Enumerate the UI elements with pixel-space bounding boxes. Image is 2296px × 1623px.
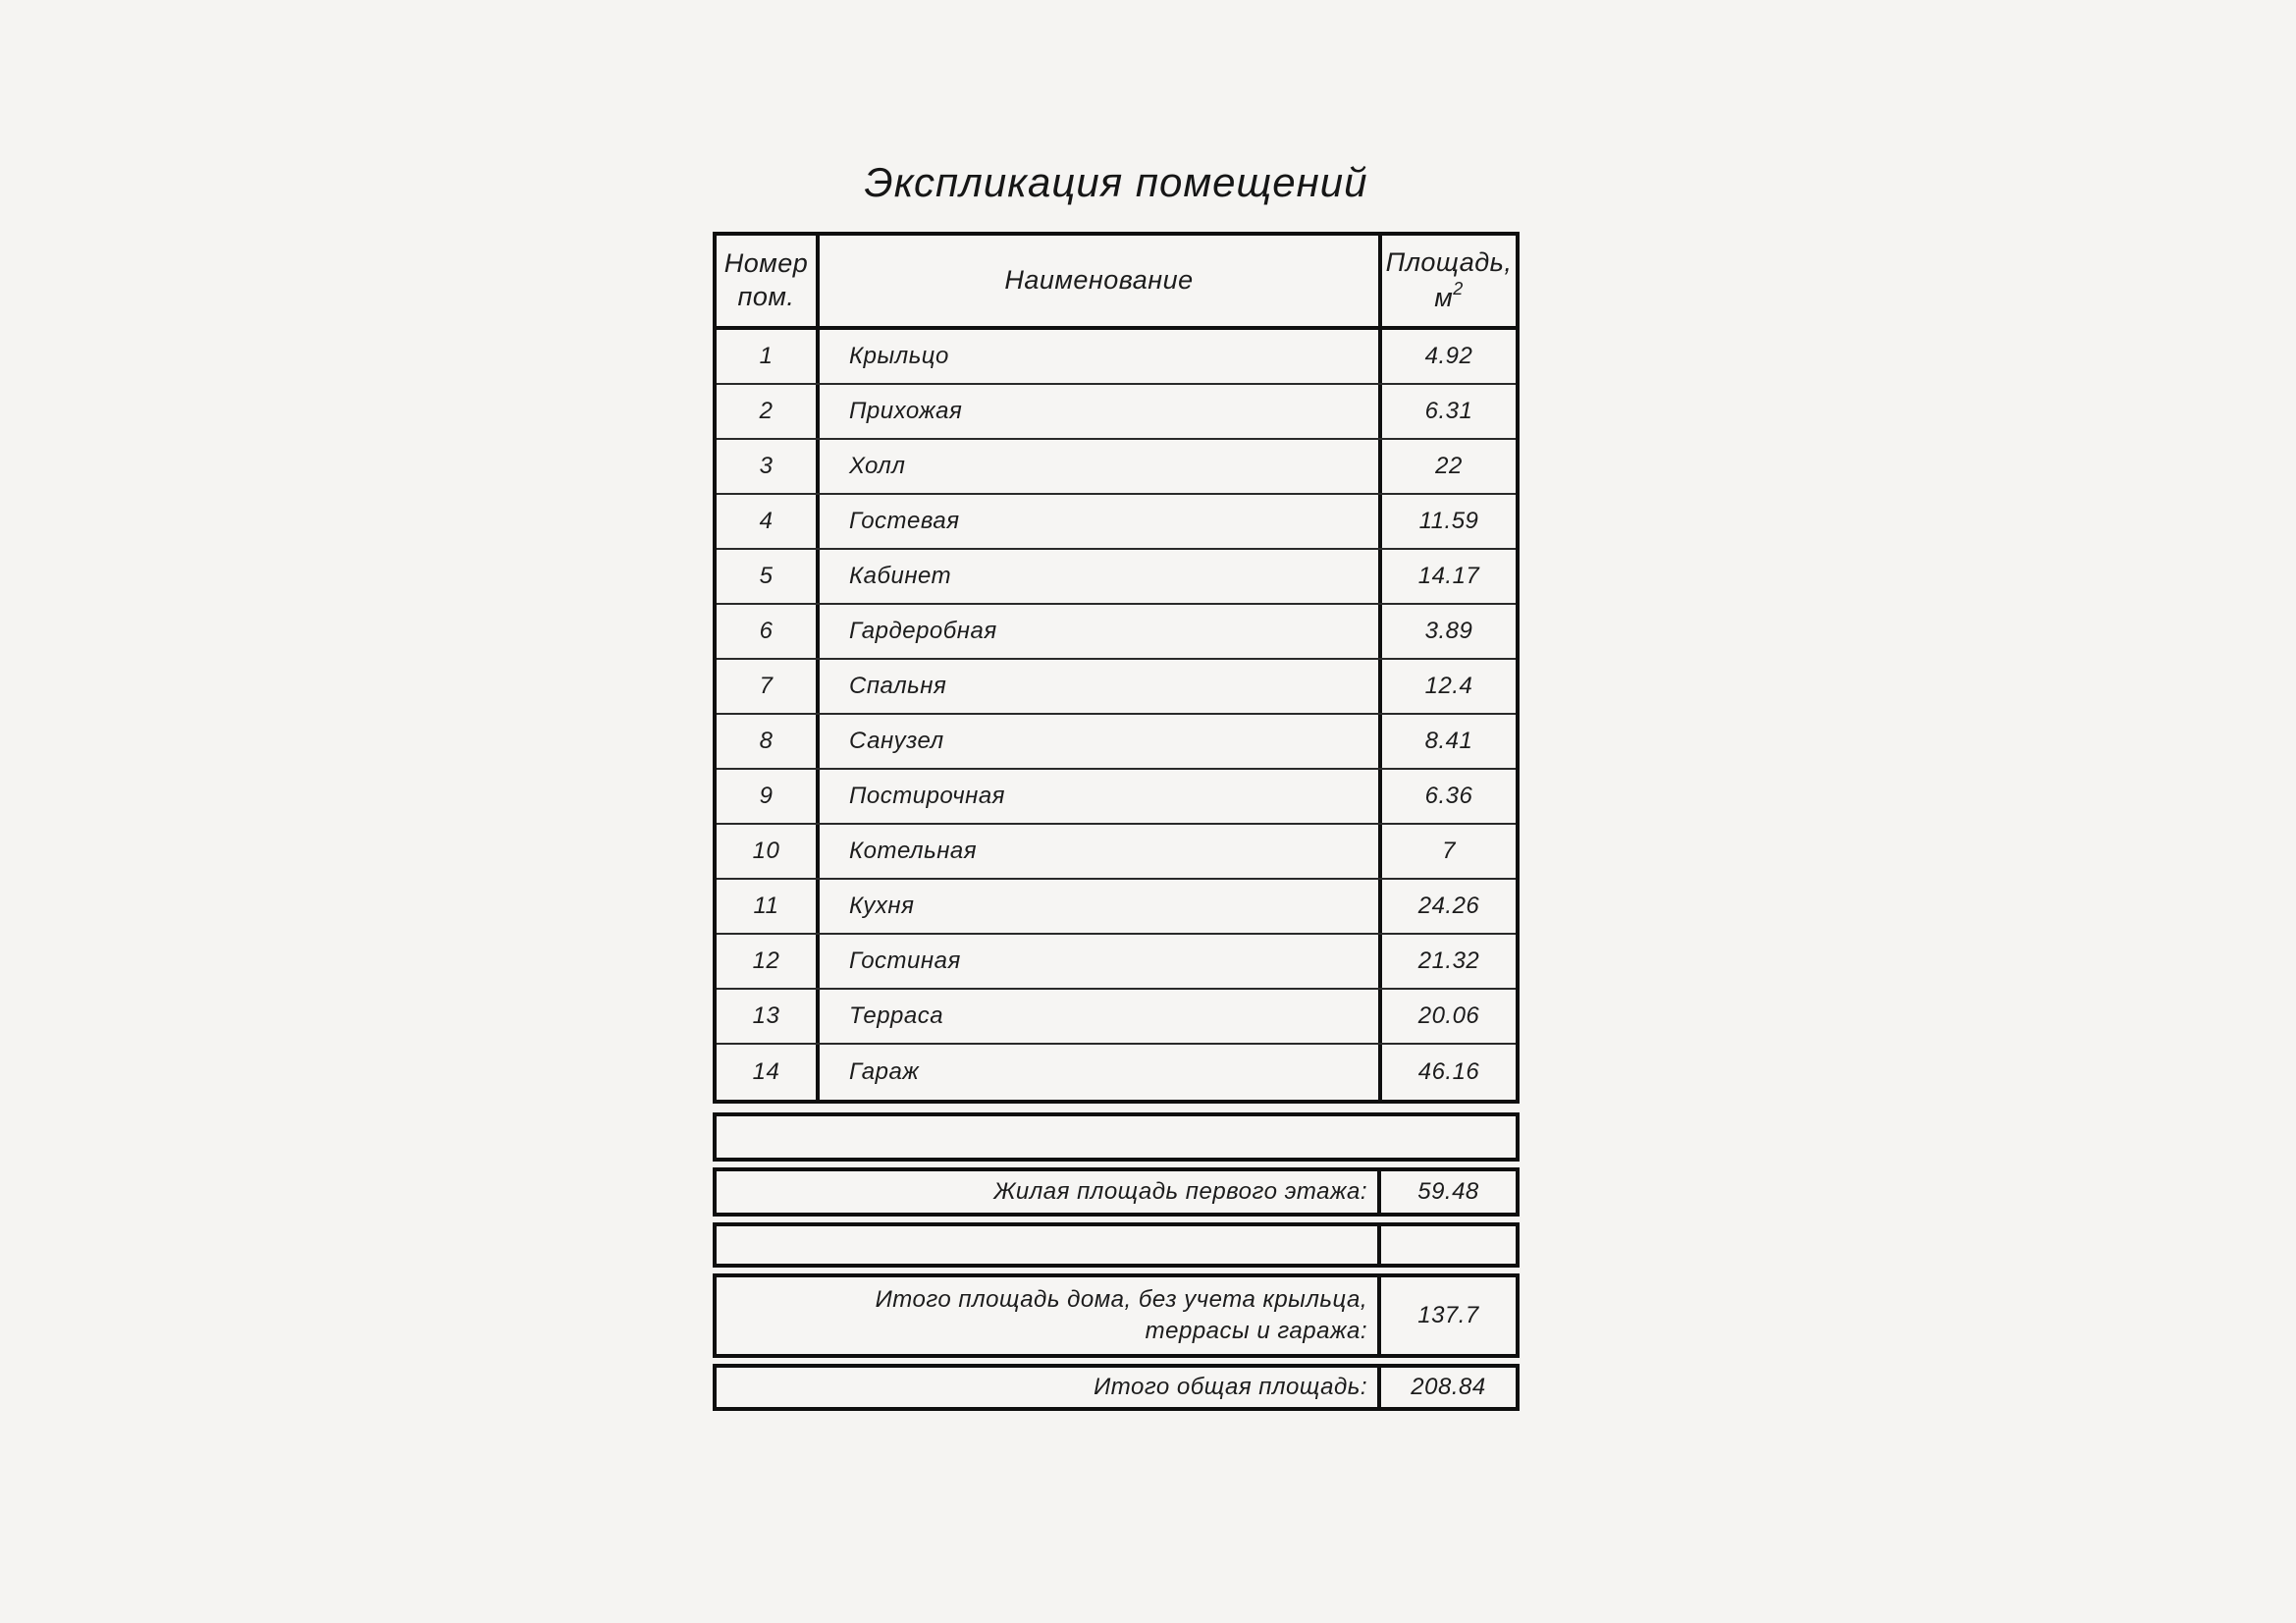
room-area: 4.92 [1424,343,1473,369]
table-row [717,385,1516,440]
spacer-row [713,1112,1520,1162]
table-row [717,330,1516,385]
room-name: Постирочная [820,770,1382,823]
table-row [717,715,1516,770]
table-row [717,935,1516,990]
table-row [717,550,1516,605]
room-name: Гардеробная [820,605,1382,658]
room-area: 3.89 [1424,618,1473,644]
header-room-name [820,236,1382,326]
room-number: 4 [717,495,820,548]
room-name: Прихожая [820,385,1382,438]
room-name: Гостиная [820,935,1382,988]
table-row [717,440,1516,495]
table-row [717,605,1516,660]
room-name: Кабинет [820,550,1382,603]
room-name: Гараж [820,1045,1382,1100]
room-number: 12 [717,935,820,988]
header-room-area-sup: 2 [1453,279,1464,298]
room-area: 6.36 [1424,783,1473,809]
room-area: 12.4 [1424,673,1473,699]
room-area: 46.16 [1417,1058,1480,1085]
room-number: 3 [717,440,820,493]
table-row [717,880,1516,935]
header-room-area-unit: $м^2$ [1434,279,1464,312]
header-room-area [1382,236,1516,326]
room-number: 11 [717,880,820,933]
spacer-row-blank [717,1116,1516,1158]
total-area-row [713,1364,1520,1411]
rooms-table [713,232,1520,1104]
room-number: 6 [717,605,820,658]
room-number: 1 [717,330,820,383]
spacer-value-cell [1381,1226,1516,1264]
room-number: 10 [717,825,820,878]
room-name: Терраса [820,990,1382,1043]
room-number: 7 [717,660,820,713]
living-area-label: Жилая площадь первого этажа: [993,1177,1367,1205]
room-number: 5 [717,550,820,603]
total-area-label-cell [717,1368,1381,1407]
living-area-value: 59.48 [1417,1178,1479,1205]
room-number: 14 [717,1045,820,1100]
room-number: 9 [717,770,820,823]
room-area: 14.17 [1417,563,1480,589]
table-row [717,495,1516,550]
table-row [717,1045,1516,1100]
room-name: Холл [820,440,1382,493]
header-room-area-line1: Площадь, [1385,247,1513,278]
house-area-label: Итого площадь дома, без учета крыльца, террасы и гаража: [875,1285,1367,1344]
room-area: 24.26 [1417,893,1480,919]
header-room-number-line2: пом. [737,282,795,311]
house-area-row [713,1273,1520,1358]
spacer-row-divided [713,1222,1520,1268]
table-header-row [717,236,1516,330]
total-area-value: 208.84 [1411,1374,1486,1400]
table-body [717,330,1516,1100]
room-name: Кухня [820,880,1382,933]
room-area: 20.06 [1417,1002,1480,1029]
room-area: 8.41 [1424,728,1473,754]
header-room-number [717,236,820,326]
living-area-label-cell [717,1171,1381,1213]
room-name: Котельная [820,825,1382,878]
room-area: 6.31 [1424,398,1473,424]
house-area-label-cell [717,1277,1381,1354]
table-row [717,660,1516,715]
room-area: 7 [1442,838,1456,864]
room-area: 21.32 [1417,947,1480,974]
page-title: Экспликация помещений [864,159,1368,205]
room-number: 8 [717,715,820,768]
table-row [717,990,1516,1045]
table-row [717,770,1516,825]
total-area-label: Итого общая площадь: [1094,1373,1367,1400]
header-room-number-line1: Номер [723,248,809,279]
room-name: Гостевая [820,495,1382,548]
room-name: Спальня [820,660,1382,713]
room-area: 11.59 [1418,508,1479,534]
room-name: Санузел [820,715,1382,768]
house-area-value: 137.7 [1417,1302,1479,1328]
room-number: 2 [717,385,820,438]
room-area: 22 [1435,453,1463,479]
header-room-name-label: Наименование [1004,265,1194,296]
room-number: 13 [717,990,820,1043]
living-area-row [713,1167,1520,1217]
table-row [717,825,1516,880]
room-name: Крыльцо [820,330,1382,383]
spacer-label-cell [717,1226,1381,1264]
